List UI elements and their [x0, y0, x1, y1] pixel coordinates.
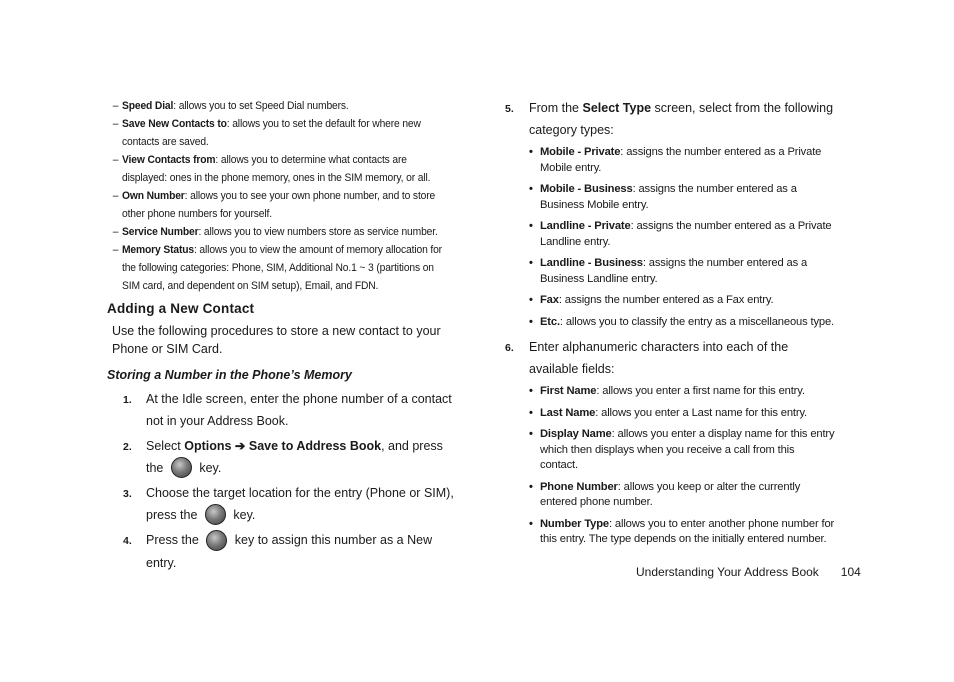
list-item: • Etc.: allows you to classify the entry as a miscellaneous type. — [529, 315, 834, 328]
page-number: 104 — [840, 565, 861, 579]
center-key-icon — [171, 457, 192, 478]
list-item: • Number Type: allows you to enter another phone number for this entry. The type depends on the initially entered number. — [529, 517, 835, 545]
list-item: • Phone Number: allows you keep or alter the currently entered phone number. — [529, 480, 801, 508]
step-number: 1. — [123, 394, 132, 406]
list-item: • Mobile - Business: assigns the number entered as a Business Mobile entry. — [529, 183, 797, 211]
step-3: 3. Choose the target location for the entry (Phone or SIM), press the key. — [107, 482, 459, 526]
list-item: – Own Number: allows you to see your own phone number, and to store other phone numbers for yourself. — [112, 190, 436, 220]
center-key-icon — [206, 530, 227, 551]
list-item: • Last Name: allows you enter a Last name for this entry. — [529, 406, 808, 419]
step-2: 2. Select Options ➔ Save to Address Book, and press the key. — [107, 435, 459, 479]
intro-paragraph: Use the following procedures to store a new contact to your Phone or SIM Card. — [112, 324, 441, 356]
step-1: 1. At the Idle screen, enter the phone number of a contact not in your Address Book. — [107, 388, 459, 432]
list-item: – Speed Dial: allows you to set Speed Dial numbers. — [112, 100, 349, 112]
step-number: 4. — [123, 535, 132, 548]
left-column — [107, 97, 459, 577]
step-number: 6. — [505, 342, 514, 354]
list-item: • Fax: assigns the number entered as a Fax entry. — [529, 294, 774, 306]
settings-option-list — [112, 97, 459, 295]
subheading: Storing a Number in the Phone’s Memory — [107, 368, 352, 382]
step-number: 5. — [505, 103, 514, 115]
chapter-title: Understanding Your Address Book — [636, 565, 819, 579]
list-item: • Landline - Business: assigns the number entered as a Business Landline entry. — [529, 257, 808, 285]
page-footer — [636, 565, 861, 579]
list-item: – View Contacts from: allows you to determine what contacts are displayed: ones in the phone memory, ones in the SIM memory, or all. — [112, 154, 431, 184]
list-item: – Save New Contacts to: allows you to set the default for where new contacts are saved. — [112, 118, 421, 148]
list-item: • Mobile - Private: assigns the number entered as a Private Mobile entry. — [529, 146, 822, 174]
step-6: 6. Enter alphanumeric characters into each of the available fields: — [505, 336, 835, 380]
step-5: 5. From the Select Type screen, select from the following category types: — [505, 97, 835, 141]
list-item: • Landline - Private: assigns the number entered as a Private Landline entry. — [529, 220, 832, 248]
step-number: 2. — [123, 441, 132, 453]
list-item: • Display Name: allows you enter a display name for this entry which then displays when you receive a call from this contact. — [529, 428, 835, 471]
step-4: 4. Press the key to assign this number as a New entry. — [107, 529, 459, 573]
right-column — [505, 97, 835, 554]
list-item: • First Name: allows you enter a first name for this entry. — [529, 385, 805, 397]
step-number: 3. — [123, 488, 132, 501]
list-item: – Service Number: allows you to view numbers store as service number. — [112, 226, 438, 238]
center-key-icon — [205, 504, 226, 525]
list-item: – Memory Status: allows you to view the amount of memory allocation for the following categories: Phone, SIM, Additional No.1 ~ 3 (partitions on SIM card, and dependent on SIM setup), Email, and FDN. — [112, 244, 442, 292]
section-title: Adding a New Contact — [107, 301, 255, 316]
